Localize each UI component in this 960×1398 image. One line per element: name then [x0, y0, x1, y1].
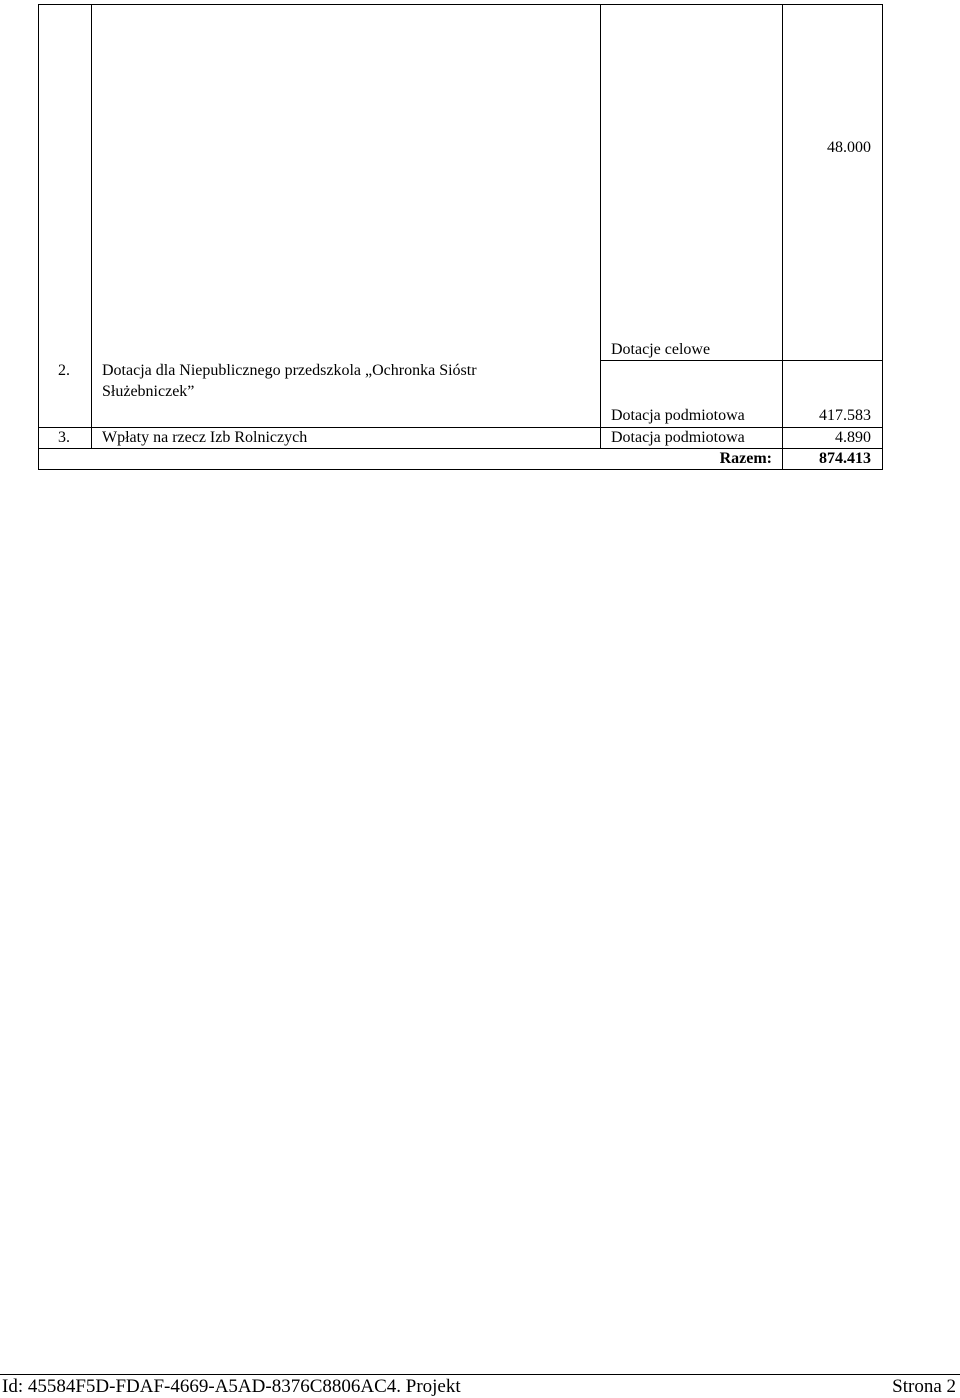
table-row-divider	[600, 360, 883, 361]
item-name: Dotacja dla Niepublicznego przedszkola „Ochronka Sióstr	[102, 362, 477, 379]
row-number: 3.	[58, 429, 70, 446]
table-column-divider	[782, 4, 783, 470]
table-row-divider	[38, 448, 883, 449]
table-border-top	[38, 4, 883, 5]
document-id: Id: 45584F5D-FDAF-4669-A5AD-8376C8806AC4. Projekt	[2, 1376, 461, 1397]
table-row-divider	[38, 427, 883, 428]
footer-divider	[0, 1374, 960, 1375]
table-border-bottom	[38, 469, 883, 470]
amount-cell: 4.890	[835, 429, 871, 446]
item-name: Wpłaty na rzecz Izb Rolniczych	[102, 429, 308, 446]
table-border-right	[882, 4, 883, 470]
page-number: Strona 2	[892, 1376, 956, 1397]
amount-cell: 48.000	[827, 139, 871, 156]
table-border-left	[38, 4, 39, 470]
table-column-divider	[600, 4, 601, 449]
item-name: Służebniczek”	[102, 383, 195, 400]
total-label: Razem:	[719, 450, 772, 467]
total-amount: 874.413	[819, 450, 871, 467]
type-cell: Dotacja podmiotowa	[611, 407, 745, 424]
amount-cell: 417.583	[819, 407, 871, 424]
type-cell: Dotacja podmiotowa	[611, 429, 745, 446]
row-number: 2.	[58, 362, 70, 379]
category-cell: Dotacje celowe	[611, 341, 711, 358]
table-column-divider	[91, 4, 92, 449]
